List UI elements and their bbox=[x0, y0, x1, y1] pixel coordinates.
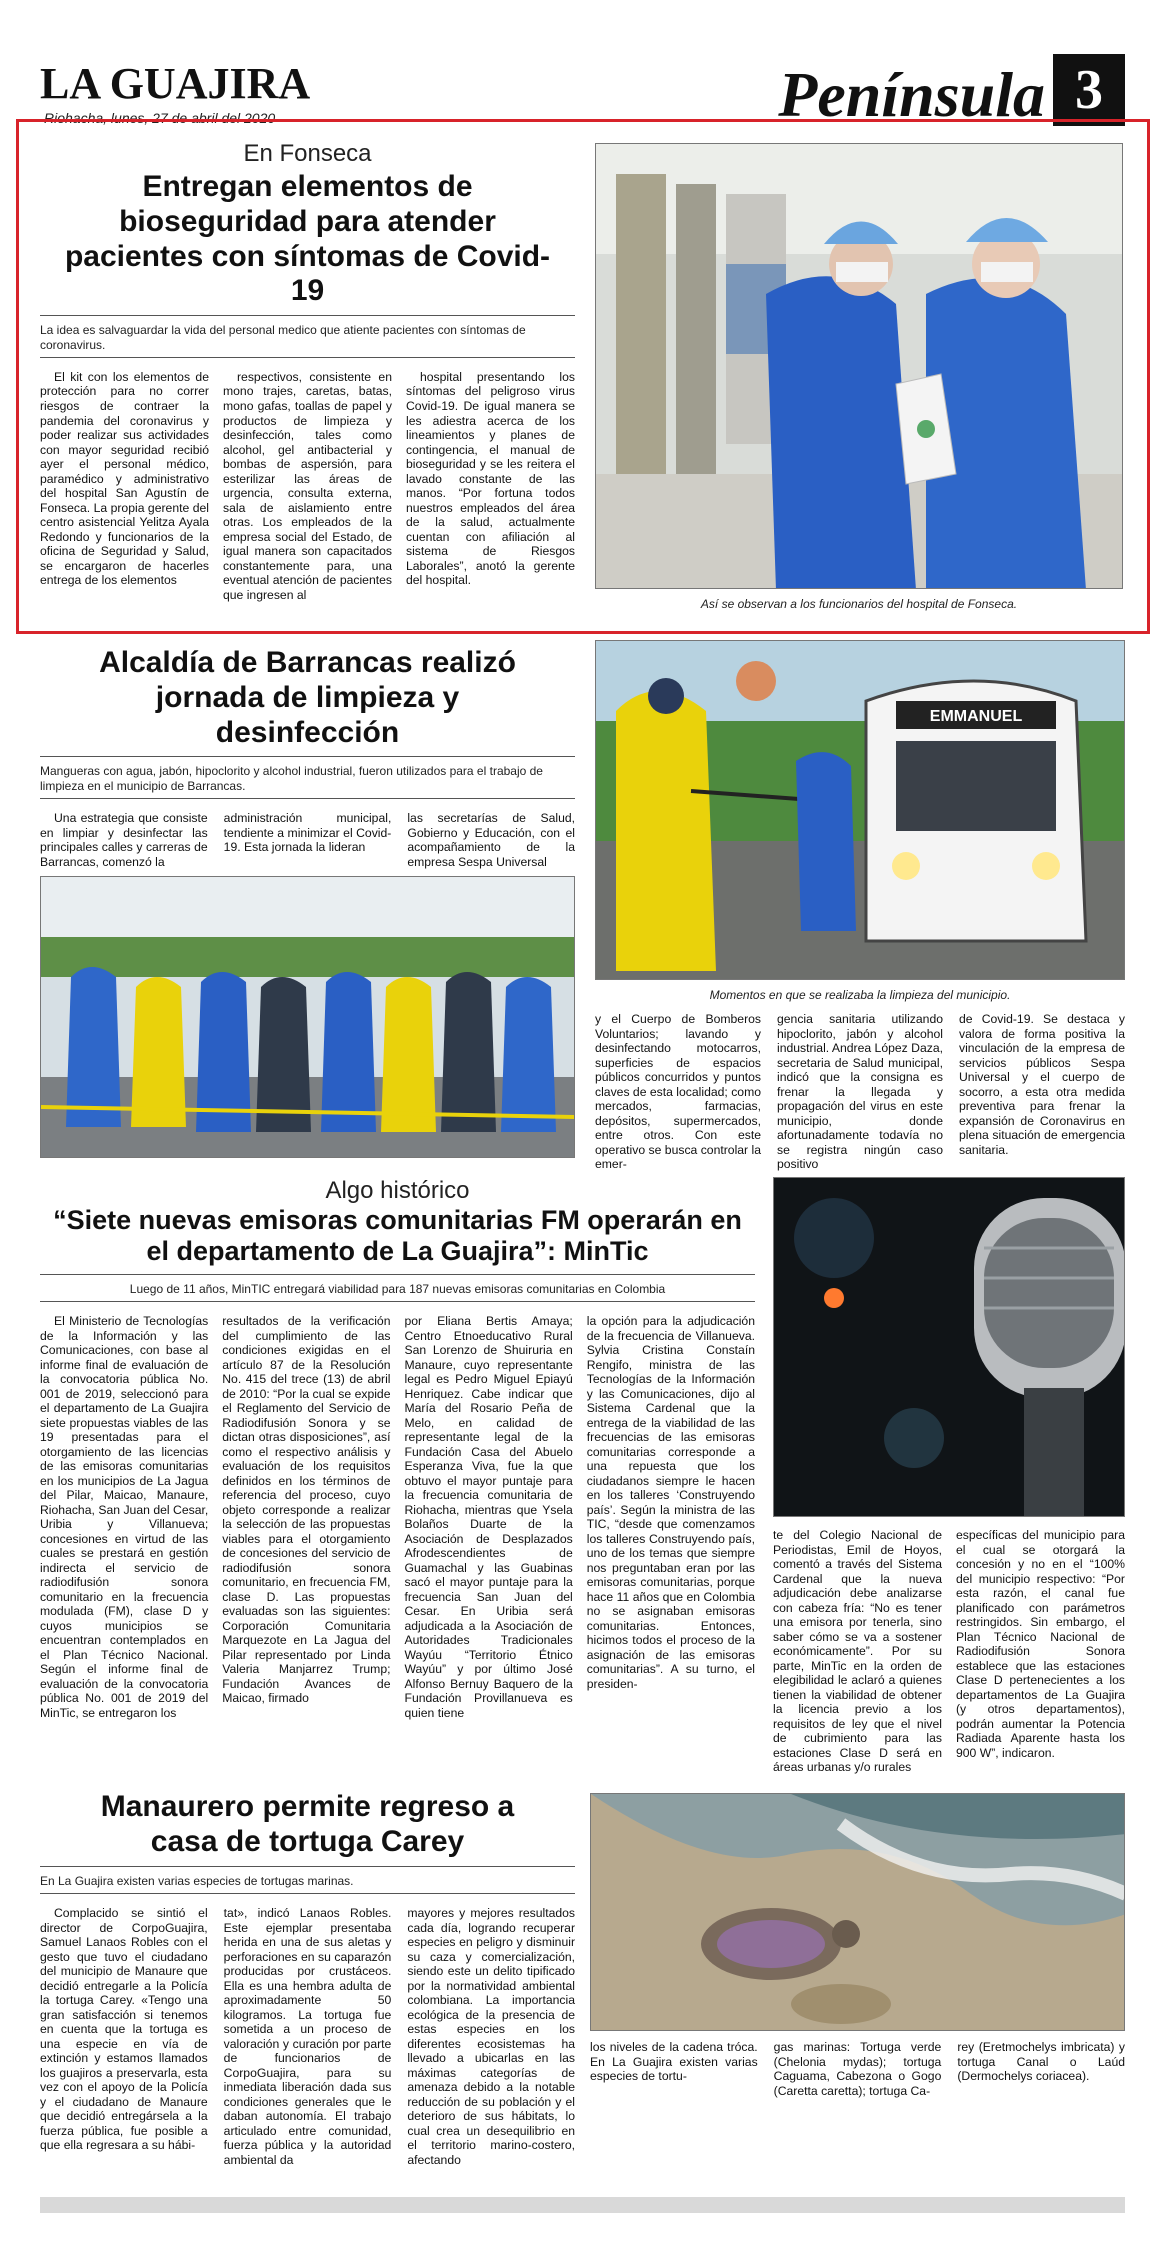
article-column: de Covid-19. Se destaca y valora de forma positiva la vinculación de la empresa de servicios públicos Sespa Universal y el cuerpo de socorro, a esta otra medida preventiva para frenar la expansión de Coronavirus en plena situación de emergencia sanitaria. bbox=[959, 1012, 1125, 1157]
dateline: Riohacha, lunes, 27 de abril del 2020 bbox=[44, 110, 276, 126]
article-column: mayores y mejores resultados cada día, logrando recuperar especies en peligro y disminuir su caza y comercialización, siendo este un delito tipificado por la normatividad ambiental colombiana. La importancia ecológica de la presencia de estas especies en los diferentes ecosistemas ha llevado a ubicarlas en las máximas categorías de amenaza debido a la notable reducción de su población y el deterioro de sus hábitats, lo cual crea un desequilibrio en el territorio marino-costero, afectando bbox=[407, 1905, 576, 2167]
article-kicker: Algo histórico bbox=[325, 1177, 470, 1204]
photo-cleaning-vehicle bbox=[595, 640, 1125, 980]
article-column: la opción para la adjudicación de la frecuencia de Villanueva. Sylvia Cristina Constaín Rengifo, ministra de las Tecnologías de la Información y las Comunicaciones, dijo al Sistema Cardenal que la entrega de la viabilidad de las frecuencias de las emisoras comunitarias corresponde a una repuesta que los ciudadanos siempre le hacen en los talleres ‘Construyendo país’. Según la ministra de las TIC, “desde que comenzamos los talleres Construyendo país, uno de los temas que siempre nos preguntaban eran por las emisoras comunitarias, porque hace 11 años que en Colombia no se asignaban emisoras comunitarias. Entonces, hicimos todos el proceso de la asignación de las emisoras comunitarias”. A su turno, el presiden- bbox=[586, 1314, 755, 1691]
article-barrancas-continued bbox=[595, 1012, 1125, 1172]
article-column: administración municipal, tendiente a minimizar el Covid-19. Esta jornada la lideran bbox=[223, 811, 392, 855]
article-tortuga bbox=[40, 1790, 575, 2167]
footer-bar bbox=[40, 2197, 1125, 2213]
photo-cleaning-crew bbox=[40, 876, 575, 1158]
article-barrancas bbox=[40, 646, 575, 869]
article-emisoras-continued bbox=[773, 1528, 1125, 1775]
article-column: gencia sanitaria utilizando hipoclorito, jabón y alcohol industrial. Andrea López Daza, secretaria de Salud municipal, indicó que la consigna es frenar la llegada y propagación del virus en este municipio, donde afortunadamente todavía no se registra ningún caso positivo bbox=[777, 1012, 943, 1172]
article-column: Complacido se sintió el director de CorpoGuajira, Samuel Lanaos Robles con el gesto que tuvo el ciudadano del municipio de Manaure que decidió entregarle a la Policía la tortuga Carey. «Tengo una gran satisfacción si tenemos en cuenta que la tortuga es una especie en vía de extinción y estamos llamados los guajiros a preservarla, esta vez con el apoyo de la Policía y el ciudadano de Manaure que decidió entregársela a la fuerza pública, fue posible a que ella regresara a su hábi- bbox=[40, 1905, 208, 2153]
photo-caption: Momentos en que se realizaba la limpieza del municipio. bbox=[709, 988, 1011, 1002]
article-kicker: En Fonseca bbox=[243, 140, 372, 167]
photo-turtle bbox=[590, 1793, 1125, 2031]
newspaper-brand: LA GUAJIRA bbox=[40, 59, 311, 108]
article-tortuga-continued bbox=[590, 2040, 1125, 2098]
article-column: respectivos, consistente en mono trajes, caretas, batas, mono gafas, toallas de papel y productos de limpieza y desinfección, tales como alcohol, gel antibacterial y bombas de aspersión, para esterilizar las áreas de urgencia, consulta externa, sala de aislamiento entre otras. Los empleados de la empresa social del Estado, de igual manera son capacitados constantemente para, una eventual atención de pacientes que ingresen al bbox=[223, 369, 392, 602]
article-deck: La idea es salvaguardar la vida del personal medico que atiente pacientes con síntomas de coronavirus. bbox=[40, 315, 575, 358]
article-column: específicas del municipio para el cual se otorgará la concesión y no en el “100% del municipio respectivo: “Por esta razón, el canal fue planificado con parámetros restringidos. Sin embargo, el Plan Técnico Nacional de Radiodifusión Sonora establece que las estaciones Clase D pertenecientes a los departamentos de La Guajira (y otros departamentos), podrán aumentar la Potencia Radiada Aparente hasta los 900 W”, indicaron. bbox=[956, 1528, 1125, 1760]
page-number: 3 bbox=[1053, 54, 1125, 126]
article-column: te del Colegio Nacional de Periodistas, Emil de Hoyos, comentó a través del Sistema Cardenal que la nueva adjudicación debe analizarse con cabeza fría: “No es tener una emisora por tenerla, sino saber cómo se va a sostener económicamente”. Por su parte, MinTic en la orden de elegibilidad le aclaró a quienes tienen la viabilidad de obtener la licencia previo a los requisitos de ley que el nivel de cubrimiento para las estaciones Clase D será en áreas urbanas y/o rurales bbox=[773, 1528, 942, 1775]
article-emisoras bbox=[40, 1177, 755, 1720]
article-headline: “Siete nuevas emisoras comunitarias FM operarán en el departamento de La Guajira”: MinTic bbox=[53, 1205, 742, 1267]
photo-hospital-staff bbox=[595, 143, 1123, 589]
article-column: tat», indicó Lanaos Robles. Este ejemplar presentaba herida en una de sus aletas y perforaciones en su caparazón producidas por crustáceos. Ella es una hembra adulta de aproximadamente 50 kilogramos. La tortuga fue sometida a un proceso de valoración y curación por parte de funcionarios de CorpoGuajira, para su inmediata liberación dada sus condiciones generales que le daban autonomía. El trabajo articulado entre comunidad, fuerza pública y la autoridad ambiental da bbox=[223, 1905, 392, 2167]
article-column: El kit con los elementos de protección para no correr riesgos de contraer la pandemia del coronavirus y poder realizar sus actividades con mayor seguridad recibió ayer el personal médico, paramédico y administrativo del hospital San Agustín de Fonseca. La propia gerente del centro asistencial Yelitza Ayala Redondo y funcionarios de la oficina de Seguridad y Salud, se encargaron de hacerles entrega de los elementos bbox=[40, 369, 209, 588]
article-column: gas marinas: Tortuga verde (Chelonia mydas); tortuga Caguama, Cabezona o Gogo (Caretta caretta); tortuga Ca- bbox=[773, 2040, 942, 2098]
article-column: y el Cuerpo de Bomberos Voluntarios; lavando y desinfectando motocarros, superficies de espacios públicos concurridos y puntos claves de esta localidad; como mercados, farmacias, depósitos, supermercados, entre otros. Con este operativo se busca controlar la emer- bbox=[595, 1012, 761, 1172]
article-column: El Ministerio de Tecnologías de la Información y las Comunicaciones, con base al informe final de evaluación de la convocatoria pública No. 001 de 2019, seleccionó para el departamento de La Guajira siete propuestas viables de las 19 presentadas para el otorgamiento de las licencias de las emisoras comunitarias en los municipios de La Jagua del Pilar, Maicao, Manaure, Riohacha, San Juan del Cesar, Uribia y Villanueva; concesiones en virtud de las cuales se prestará en gestión indirecta el servicio de radiodifusión sonora comunitario en la frecuencia modulada (FM), clase D y cuyos municipios se encuentran contemplados en el Plan Técnico Nacional. Según el informe final de evaluación de la convocatoria pública No. 001 de 2019 del MinTic, se entregaron los bbox=[40, 1314, 209, 1720]
photo-microphone bbox=[773, 1177, 1125, 1517]
section-name: Península bbox=[778, 59, 1045, 130]
photo-illustration bbox=[774, 1178, 1125, 1517]
article-column: hospital presentando los síntomas del peligroso virus Covid-19. De igual manera se les adiestra acerca de los lineamientos y planes de contingencia, el manual de bioseguridad y se les reitera el lavado constante de las manos. “Por fortuna todos nuestros empleados del área de la salud, actualmente cuentan con afiliación al sistema de Riesgos Laborales”, anotó la gerente del hospital. bbox=[406, 369, 575, 588]
article-headline: Entregan elementos de bioseguridad para atender pacientes con síntomas de Covid-19 bbox=[64, 170, 551, 308]
article-column: las secretarías de Salud, Gobierno y Educación, con el acompañamiento de la empresa Sespa Universal bbox=[407, 811, 576, 869]
photo-caption: Así se observan a los funcionarios del hospital de Fonseca. bbox=[700, 597, 1018, 611]
photo-illustration bbox=[41, 877, 575, 1158]
article-column: los niveles de la cadena tróca. En La Guajira existen varias especies de tortu- bbox=[590, 2040, 758, 2084]
article-headline: Manaurero permite regreso a casa de tortuga Carey bbox=[100, 1790, 515, 1858]
article-column: Una estrategia que consiste en limpiar y desinfectar las principales calles y carreras de Barrancas, comenzó la bbox=[40, 811, 208, 869]
photo-illustration bbox=[596, 641, 1125, 980]
vehicle-sign-text: EMMANUEL bbox=[929, 708, 1023, 725]
article-headline: Alcaldía de Barrancas realizó jornada de limpieza y desinfección bbox=[99, 646, 516, 749]
article-deck: Luego de 11 años, MinTIC entregará viabilidad para 187 nuevas emisoras comunitarias en Colombia bbox=[40, 1274, 755, 1302]
article-column: resultados de la verificación del cumplimiento de las condiciones exigidas en el artículo 87 de la Resolución No. 415 del trece (13) de abril de 2010: “Por la cual se expide el Reglamento del Servicio de Radiodifusión Sonora y se dictan otras disposiciones”, así como el respectivo análisis y evaluación de los requisitos definidos en los términos de referencia del proceso, cuyo objeto corresponde a realizar la selección de las propuestas viables para el otorgamiento de concesiones del servicio de radiodifusión sonora comunitario, en frecuencia FM, clase D. Las propuestas evaluadas son las siguientes: Corporación Comunitaria Marquezote en La Jagua del Pilar representado por Linda Valeria Manjarrez Trump; Fundación Avances de Maicao, firmado bbox=[222, 1314, 391, 1706]
article-column: por Eliana Bertis Amaya; Centro Etnoeducativo Rural San Lorenzo de Shuiruria en Manaure, cuyo representante legal es Pedro Miguel Epiayú Henriquez. Cabe indicar que María del Rosario Peña de Melo, en calidad de representante legal de la Fundación Casa del Abuelo Esperanza Viva, fue la que obtuvo el mayor puntaje para la frecuencia comunitaria de Riohacha, mientras que Ysela Bolaños Duarte de la Asociación de Desplazados Afrodescendientes de Guamachal y las Guabinas sacó el mayor puntaje para la frecuencia San Juan del Cesar. En Uribia será adjudicada a la Asociación de Autoridades Tradicionales Wayúu “Territorio Étnico Wayúu” y por último José Alfonso Bernuy Baquero de la Fundación Provillanueva es quien tiene bbox=[404, 1314, 573, 1720]
masthead bbox=[40, 52, 1125, 130]
article-fonseca bbox=[40, 140, 575, 602]
article-deck: En La Guajira existen varias especies de tortugas marinas. bbox=[40, 1866, 575, 1894]
article-deck: Mangueras con agua, jabón, hipoclorito y alcohol industrial, fueron utilizados para el trabajo de limpieza en el municipio de Barrancas. bbox=[40, 756, 575, 799]
photo-illustration bbox=[591, 1794, 1125, 2031]
photo-illustration bbox=[596, 144, 1123, 589]
article-column: rey (Eretmochelys imbricata) y tortuga Canal o Laúd (Dermochelys coriacea). bbox=[957, 2040, 1126, 2084]
